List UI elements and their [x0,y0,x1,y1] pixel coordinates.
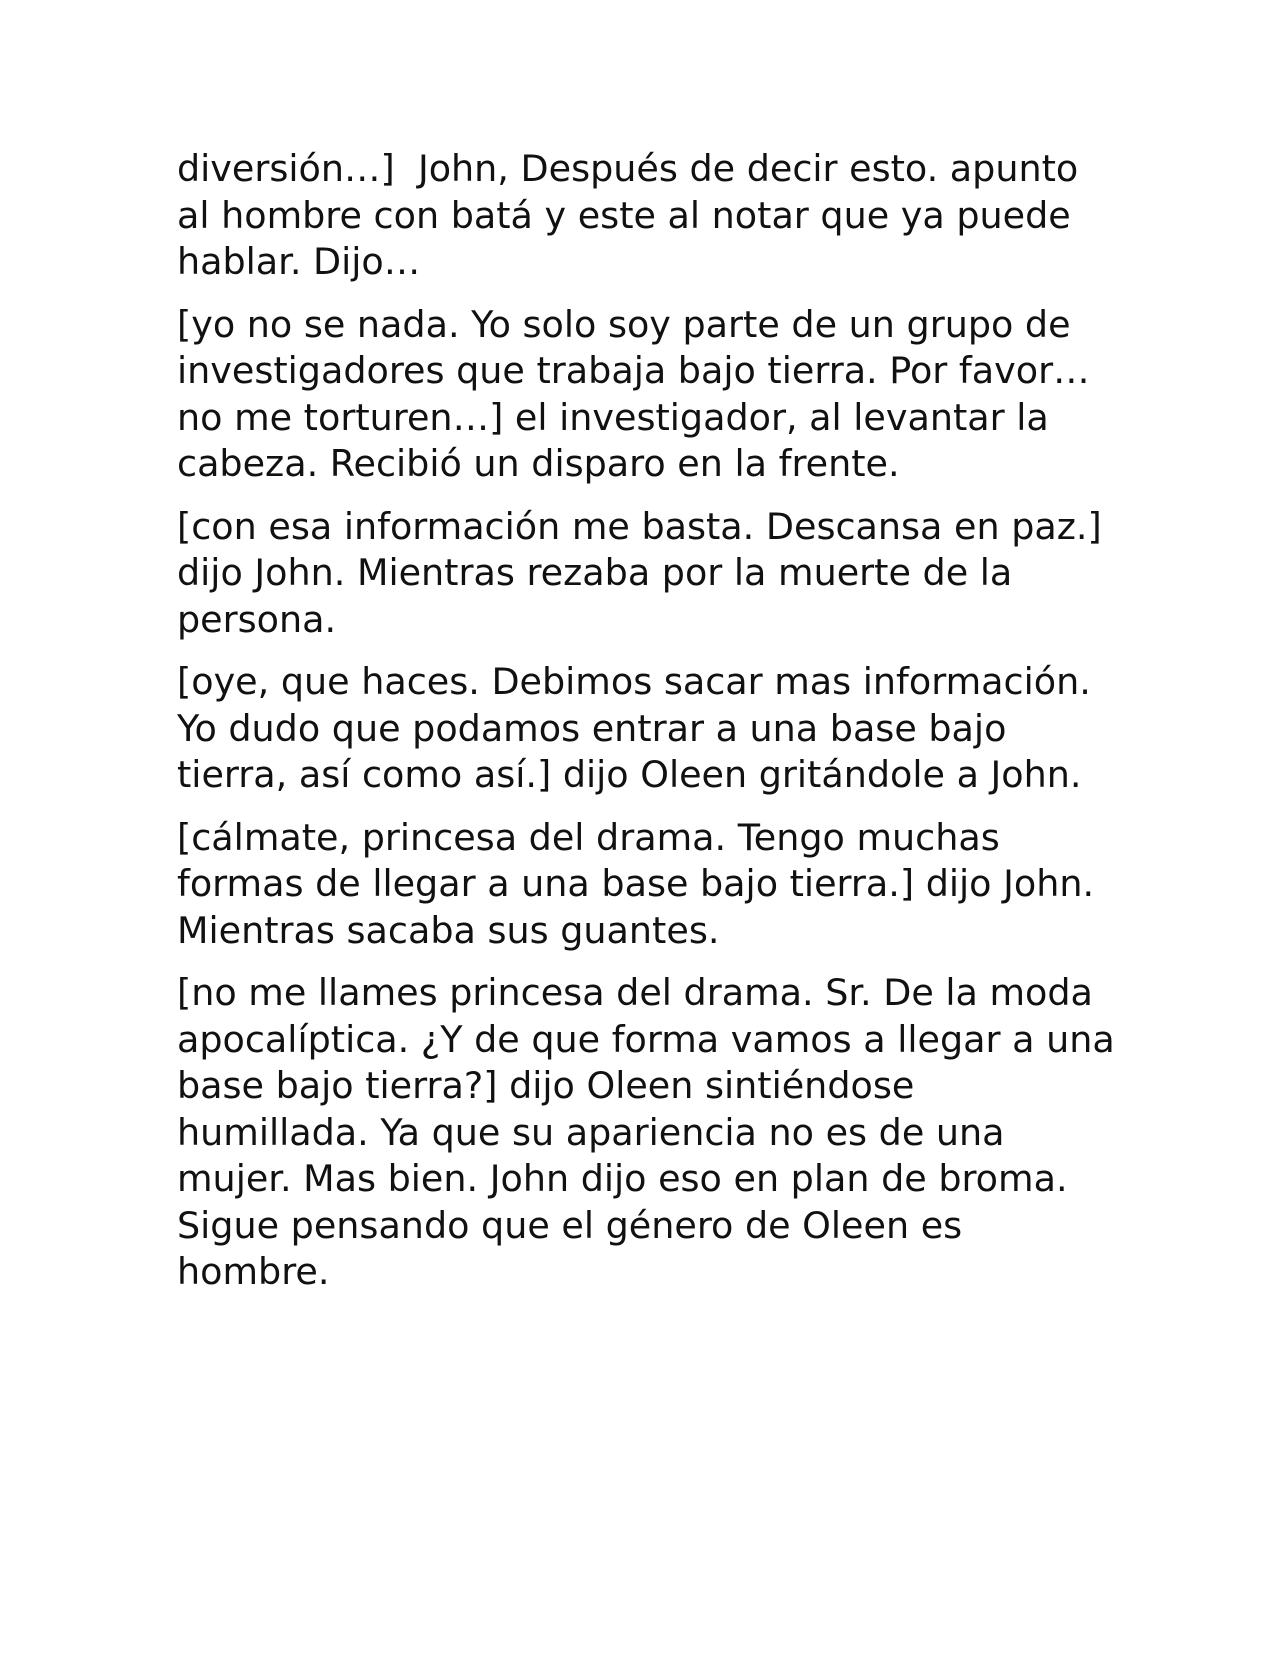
paragraph: [cálmate, princesa del drama. Tengo muchas formas de llegar a una base bajo tierra.] dijo John. Mientras sacaba sus guantes. [177,815,1106,952]
paragraph: [no me llames princesa del drama. Sr. De la moda apocalíptica. ¿Y de que forma vamos a llegar a una base bajo tierra?] dijo Oleen sintiéndose humillada. Ya que su apariencia no es de una mujer. Mas bien. John dijo eso en plan de broma. Sigue pensando que el género de Oleen es hombre. [177,971,1127,1293]
paragraph: diversión…] John, Después de decir esto. apunto al hombre con batá y este al notar que ya puede hablar. Dijo… [177,147,1090,283]
document-body [177,146,1127,1312]
paragraph: [con esa información me basta. Descansa en paz.] dijo John. Mientras rezaba por la muerte de la persona. [177,504,1114,641]
paragraph: [yo no se nada. Yo solo soy parte de un grupo de investigadores que trabaja bajo tierra. Por favor… no me torturen…] el investigador, al levantar la cabeza. Recibió un disparo en la frente. [177,302,1102,485]
paragraph: [oye, que haces. Debimos sacar mas información. Yo dudo que podamos entrar a una base bajo tierra, así como así.] dijo Oleen gritándole a John. [177,660,1103,796]
